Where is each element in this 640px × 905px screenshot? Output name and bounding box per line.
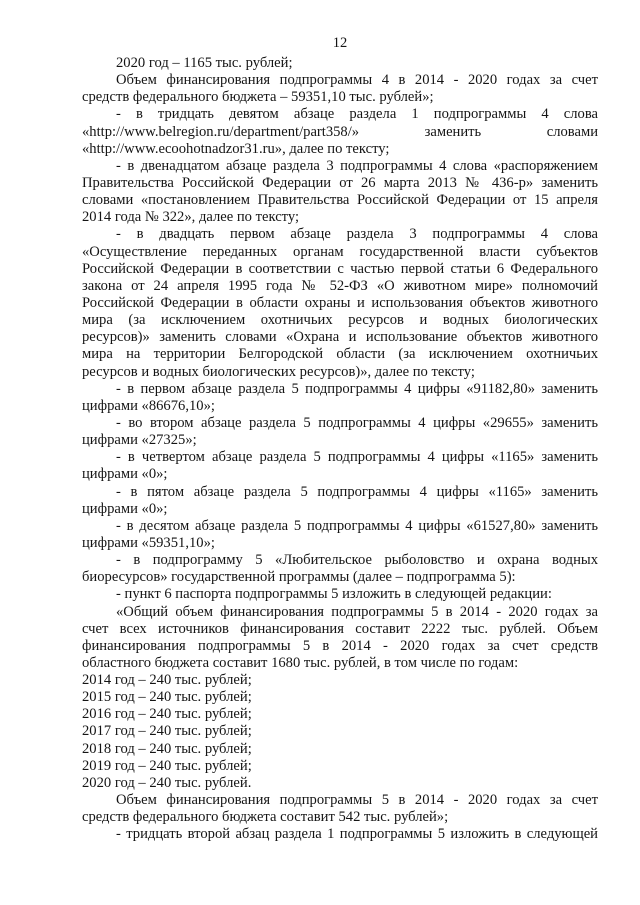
text-line: - в двенадцатом абзаце раздела 3 подпрограммы 4 слова «распоряжением	[116, 157, 598, 174]
text-line: цифрами «0»;	[82, 500, 168, 517]
text-line: «http://www.belregion.ru/department/part358/» заменить словами	[82, 123, 598, 140]
text-line: финансирования подпрограммы 5 в 2014 - 2020 годах за счет средств	[82, 637, 598, 654]
text-line: Правительства Российской Федерации от 26 марта 2013 № 436-р» заменить	[82, 174, 598, 191]
text-line: - в подпрограмму 5 «Любительское рыболовство и охрана водных	[116, 552, 598, 569]
text-line: ресурсов и водных биологических ресурсов)», далее по тексту;	[82, 363, 475, 380]
text-line: цифрами «86676,10»;	[82, 397, 215, 414]
text-line: цифрами «27325»;	[82, 432, 197, 449]
text-line: мира на территории Белгородской области (за исключением охотничьих	[82, 346, 598, 363]
text-line: 2019 год – 240 тыс. рублей;	[82, 757, 252, 774]
text-line: средств федерального бюджета составит 542 тыс. рублей»;	[82, 809, 449, 826]
text-line: биоресурсов» государственной программы (далее – подпрограмма 5):	[82, 569, 516, 586]
text-line: - в тридцать девятом абзаце раздела 1 подпрограммы 4 слова	[116, 106, 598, 123]
text-line: Объем финансирования подпрограммы 4 в 2014 - 2020 годах за счет	[116, 72, 598, 89]
text-line: мира (за исключением охотничьих ресурсов и водных биологических	[82, 312, 598, 329]
text-line: 2014 года № 322», далее по тексту;	[82, 209, 300, 226]
text-line: средств федерального бюджета – 59351,10 тыс. рублей»;	[82, 89, 434, 106]
text-line: «http://www.ecoohotnadzor31.ru», далее по тексту;	[82, 140, 390, 157]
text-line: «Осуществление переданных органам государственной власти субъектов	[82, 243, 598, 260]
text-line: - в десятом абзаце раздела 5 подпрограммы 4 цифры «61527,80» заменить	[116, 517, 598, 534]
text-line: - тридцать второй абзац раздела 1 подпрограммы 5 изложить в следующей	[116, 826, 598, 843]
text-line: 2017 год – 240 тыс. рублей;	[82, 723, 252, 740]
text-line: ресурсов)» заменить словами «Охрана и использование объектов животного	[82, 329, 598, 346]
text-line: - пункт 6 паспорта подпрограммы 5 изложить в следующей редакции:	[116, 586, 552, 603]
document-body	[82, 55, 598, 843]
text-line: «Общий объем финансирования подпрограммы 5 в 2014 - 2020 годах за	[116, 603, 598, 620]
text-line: - в пятом абзаце раздела 5 подпрограммы 4 цифры «1165» заменить	[116, 483, 598, 500]
text-line: - в первом абзаце раздела 5 подпрограммы 4 цифры «91182,80» заменить	[116, 380, 598, 397]
text-line: Объем финансирования подпрограммы 5 в 2014 - 2020 годах за счет	[116, 792, 598, 809]
text-line: - в четвертом абзаце раздела 5 подпрограммы 4 цифры «1165» заменить	[116, 449, 598, 466]
page-number: 12	[332, 35, 348, 51]
text-line: закона от 24 апреля 1995 года № 52-ФЗ «О животном мире» полномочий	[82, 277, 598, 294]
text-line: 2020 год – 240 тыс. рублей.	[82, 774, 252, 791]
text-line: Российской Федерации в соответствии с частью первой статьи 6 Федерального	[82, 260, 598, 277]
text-line: счет всех источников финансирования составит 2222 тыс. рублей. Объем	[82, 620, 598, 637]
text-line: - в двадцать первом абзаце раздела 3 подпрограммы 4 слова	[116, 226, 598, 243]
text-line: Российской Федерации в области охраны и использования объектов животного	[82, 294, 598, 311]
text-line: цифрами «59351,10»;	[82, 534, 215, 551]
text-line: 2016 год – 240 тыс. рублей;	[82, 706, 252, 723]
text-line: 2020 год – 1165 тыс. рублей;	[116, 55, 293, 71]
text-line: словами «постановлением Правительства Российской Федерации от 15 апреля	[82, 192, 598, 209]
text-line: - во втором абзаце раздела 5 подпрограммы 4 цифры «29655» заменить	[116, 414, 598, 431]
text-line: 2018 год – 240 тыс. рублей;	[82, 740, 252, 757]
text-line: 2014 год – 240 тыс. рублей;	[82, 672, 252, 689]
text-line: областного бюджета составит 1680 тыс. рублей, в том числе по годам:	[82, 654, 519, 671]
text-line: 2015 год – 240 тыс. рублей;	[82, 689, 252, 706]
text-line: цифрами «0»;	[82, 466, 168, 483]
